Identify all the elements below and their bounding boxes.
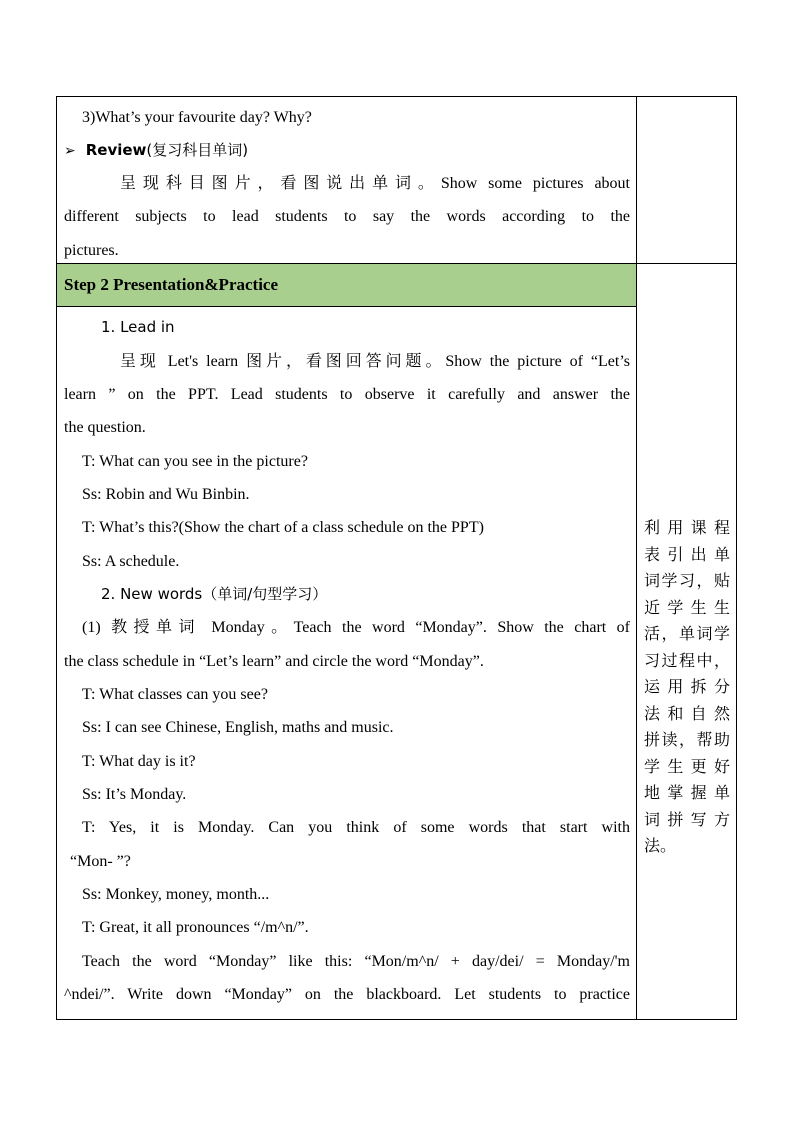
arrow-bullet-icon: ➢: [64, 144, 76, 159]
dialogue-line: “Mon- ”?: [70, 853, 131, 870]
dialogue-line: T: What can you see in the picture?: [82, 453, 308, 470]
lead-line-3: the question.: [64, 419, 146, 436]
dialogue-line: T: Yes, it is Monday. Can you think of some words that start with: [82, 819, 630, 836]
lead-in-heading: 1. Lead in: [101, 318, 175, 336]
teach-line-2: ^ndei/”. Write down “Monday” on the blackboard. Let students to practice: [64, 986, 630, 1003]
side-note-line: 词拼写方: [644, 809, 730, 829]
side-note: [644, 515, 730, 860]
dialogue-line: Ss: Monkey, money, month...: [82, 886, 270, 903]
question-3: 3)What’s your favourite day? Why?: [82, 109, 312, 126]
step-title: Step 2 Presentation&Practice: [64, 275, 279, 294]
side-note-line: 法和自然: [644, 703, 730, 723]
lead-line-2: learn ” on the PPT. Lead students to observe it carefully and answer the: [64, 386, 630, 403]
side-note-line: 近学生生: [644, 597, 730, 617]
row-divider: [56, 306, 637, 307]
side-note-line: 运用拆分: [644, 677, 730, 696]
side-note-line: 地掌握单: [644, 783, 730, 802]
dialogue-line: Ss: Robin and Wu Binbin.: [82, 486, 250, 503]
review-line-3: pictures.: [64, 242, 119, 259]
side-note-line: 法。: [644, 836, 677, 855]
side-note-line: 词学习，贴: [644, 571, 730, 590]
lead-line-1: 呈现 Let's learn 图片，看图回答问题。Show the picture of “Let’s: [120, 353, 630, 370]
dialogue-line: Ss: It’s Monday.: [82, 786, 187, 803]
review-label: Review: [85, 141, 147, 159]
new-words-line-2: the class schedule in “Let’s learn” and circle the word “Monday”.: [64, 653, 484, 670]
dialogue-line: T: What’s this?(Show the chart of a class schedule on the PPT): [82, 519, 484, 536]
review-line-2: different subjects to lead students to say the words according to the: [64, 208, 630, 225]
teach-line-1: Teach the word “Monday” like this: “Mon/m^n/ + day/dei/ = Monday/'m: [82, 953, 630, 970]
new-words-heading: 2. New words（单词/句型学习）: [101, 585, 328, 603]
dialogue-line: Ss: I can see Chinese, English, maths and music.: [82, 719, 394, 736]
new-words-line-1: (1) 教授单词 Monday。Teach the word “Monday”. Show the chart of: [82, 619, 630, 636]
dialogue-line: T: What day is it?: [82, 753, 196, 770]
review-heading: [64, 134, 630, 168]
side-note-line: 活，单词学: [644, 624, 730, 643]
dialogue-line: T: What classes can you see?: [82, 686, 268, 703]
review-line-1: 呈现科目图片，看图说出单词。Show some pictures about: [120, 175, 630, 192]
dialogue-line: Ss: A schedule.: [82, 553, 180, 570]
side-note-line: 利用课程: [644, 518, 730, 537]
side-note-line: 学生更好: [644, 756, 730, 776]
review-cn: (复习科目单词): [146, 141, 249, 159]
side-note-line: 拼读，帮助: [644, 730, 730, 749]
side-note-line: 表引出单: [644, 544, 730, 564]
side-note-line: 习过程中，: [644, 650, 730, 670]
dialogue-line: T: Great, it all pronounces “/m^n/”.: [82, 919, 309, 936]
